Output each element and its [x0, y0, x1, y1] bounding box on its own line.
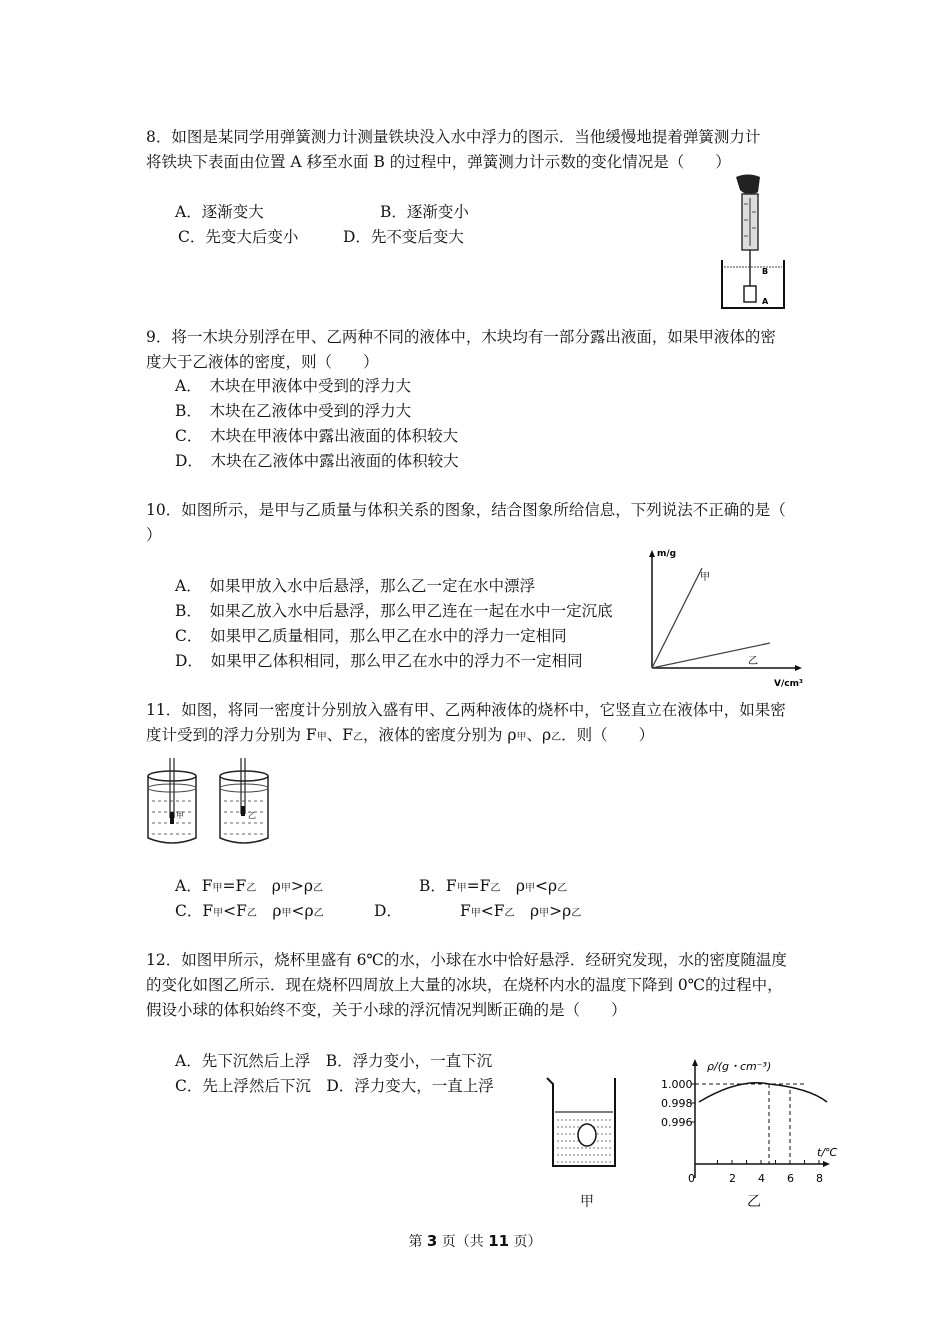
q12-line1: 12．如图甲所示，烧杯里盛有 6℃的水，小球在水中恰好悬浮．经研究发现，水的密度随温度: [146, 951, 787, 969]
q11-option-c[interactable]: C．F甲<F乙 ρ甲<ρ乙: [175, 902, 324, 920]
q10-line2: ）: [146, 526, 162, 544]
series-label-jia: 甲: [700, 572, 710, 583]
y-axis-label: ρ/(g・cm⁻³): [707, 1060, 772, 1073]
x-axis-label: t/℃: [817, 1146, 838, 1159]
q11-line2: 度计受到的浮力分别为 F甲、F乙，液体的密度分别为 ρ甲、ρ乙．则（ ）: [146, 726, 655, 744]
beaker-label-yi: 乙: [248, 811, 256, 820]
y-tick-label-0: 1.000: [661, 1078, 693, 1091]
spring-scale-figure: [718, 172, 788, 312]
q12-options-ab[interactable]: A．先下沉然后上浮 B．浮力变小，一直下沉: [175, 1052, 493, 1070]
q10-option-d[interactable]: D． 如果甲乙体积相同，那么甲乙在水中的浮力不一定相同: [175, 652, 583, 670]
q9-option-c[interactable]: C． 木块在甲液体中露出液面的体积较大: [175, 427, 459, 445]
beaker-with-ball-figure: [545, 1074, 625, 1174]
density-curve: [699, 1083, 827, 1102]
q9-option-d[interactable]: D． 木块在乙液体中露出液面的体积较大: [175, 452, 459, 470]
series-label-yi: 乙: [748, 656, 758, 667]
label-a: A: [762, 297, 769, 306]
q9-option-a[interactable]: A． 木块在甲液体中受到的浮力大: [175, 377, 411, 395]
q11-line1: 11．如图，将同一密度计分别放入盛有甲、乙两种液体的烧杯中，它竖直立在液体中，如果密: [146, 701, 786, 719]
page-number: 3: [426, 1232, 438, 1250]
q8-line1: 8．如图是某同学用弹簧测力计测量铁块没入水中浮力的图示．当他缓慢地提着弹簧测力计: [146, 128, 761, 146]
q10-line1: 10．如图所示，是甲与乙质量与体积关系的图象，结合图象所给信息，下列说法不正确的是（: [146, 501, 786, 519]
beaker-jia-12: [547, 1078, 615, 1166]
q12-options-cd[interactable]: C．先上浮然后下沉 D．浮力变大，一直上浮: [175, 1077, 494, 1095]
q12-line2: 的变化如图乙所示．现在烧杯四周放上大量的冰块，在烧杯内水的温度下降到 0℃的过程中，: [146, 976, 783, 994]
q8-option-a[interactable]: A．逐渐变大: [175, 203, 264, 221]
label-b: B: [762, 267, 769, 276]
x-tick-label-1: 2: [729, 1172, 736, 1185]
q10-option-a[interactable]: A． 如果甲放入水中后悬浮，那么乙一定在水中漂浮: [175, 577, 535, 595]
mass-volume-chart: [640, 546, 810, 692]
x-tick-label-3: 6: [787, 1172, 794, 1185]
q9-line2: 度大于乙液体的密度，则（ ）: [146, 353, 379, 371]
q10-option-c[interactable]: C． 如果甲乙质量相同，那么甲乙在水中的浮力一定相同: [175, 627, 567, 645]
q9-line1: 9．将一木块分别浮在甲、乙两种不同的液体中，木块均有一部分露出液面，如果甲液体的密: [146, 328, 776, 346]
q11-option-a[interactable]: A．F甲=F乙 ρ甲>ρ乙: [175, 877, 323, 895]
q8-option-b[interactable]: B．逐渐变小: [380, 203, 469, 221]
total-pages: 11: [488, 1232, 510, 1250]
x-tick-label-4: 8: [816, 1172, 823, 1185]
x-axis-label: V/cm³: [774, 679, 803, 689]
caption-yi: 乙: [747, 1194, 761, 1210]
density-temperature-chart: [655, 1050, 845, 1190]
page-footer: 第 3 页（共 11 页）: [408, 1232, 542, 1250]
q8-line2: 将铁块下表面由位置 A 移至水面 B 的过程中，弹簧测力计示数的变化情况是（ ）: [146, 153, 731, 171]
hydrometer-beakers-figure: [144, 756, 272, 848]
beaker-label-jia: 甲: [176, 811, 184, 820]
caption-jia: 甲: [580, 1194, 594, 1210]
y-tick-label-1: 0.998: [661, 1097, 693, 1110]
q11-option-d[interactable]: D． F甲<F乙 ρ甲>ρ乙: [374, 902, 582, 920]
series-line-jia: [652, 568, 702, 668]
iron-block: [744, 286, 756, 302]
x-tick-label-0: 0: [688, 1172, 695, 1185]
beaker-yi: [220, 758, 268, 843]
q11-option-b[interactable]: B．F甲=F乙 ρ甲<ρ乙: [419, 877, 568, 895]
q8-option-c[interactable]: C．先变大后变小: [178, 228, 299, 246]
hand-icon: [736, 175, 760, 195]
q8-option-d[interactable]: D．先不变后变大: [343, 228, 464, 246]
y-tick-label-2: 0.996: [661, 1116, 693, 1129]
q12-line3: 假设小球的体积始终不变，关于小球的浮沉情况判断正确的是（ ）: [146, 1001, 627, 1019]
q10-option-b[interactable]: B． 如果乙放入水中后悬浮，那么甲乙连在一起在水中一定沉底: [175, 602, 613, 620]
ball: [578, 1124, 596, 1146]
q9-option-b[interactable]: B． 木块在乙液体中受到的浮力大: [175, 402, 412, 420]
x-tick-label-2: 4: [758, 1172, 765, 1185]
y-ticks: [661, 1078, 695, 1129]
y-axis-label: m/g: [657, 549, 677, 559]
beaker-jia: [148, 758, 196, 843]
